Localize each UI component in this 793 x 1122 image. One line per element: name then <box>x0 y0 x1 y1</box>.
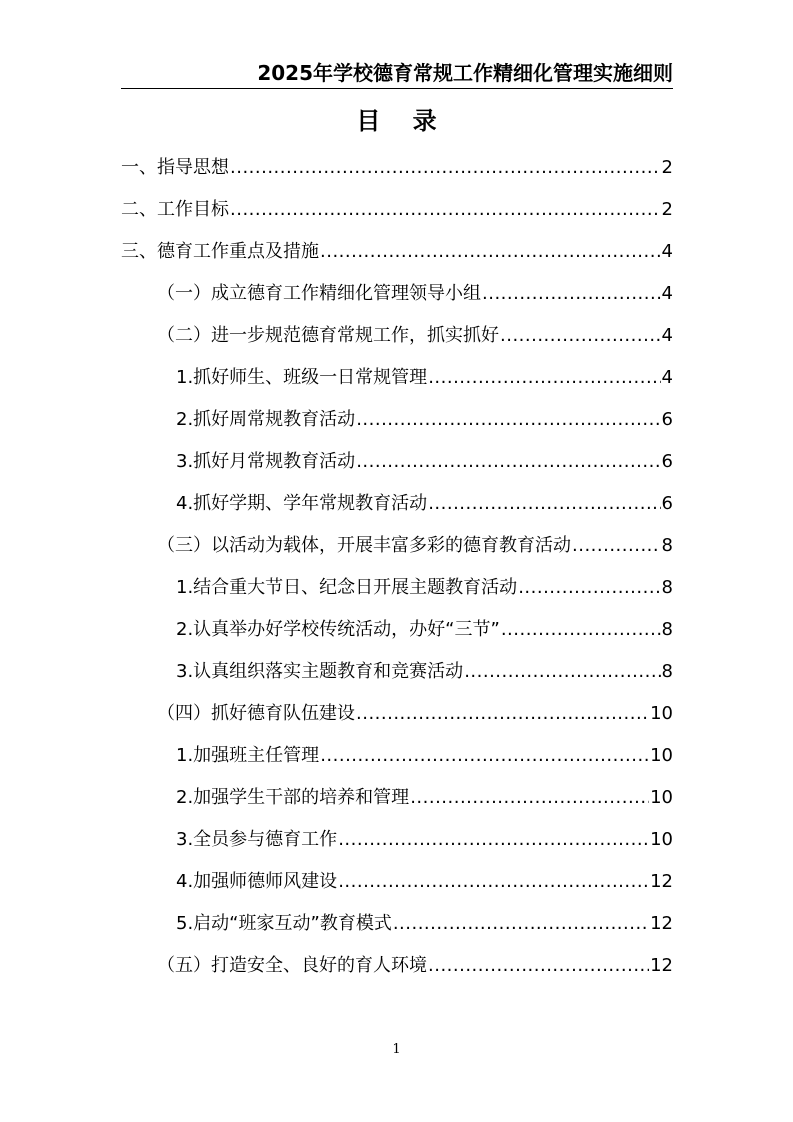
toc-entry-page: 10 <box>650 745 673 766</box>
toc-entry-guiding-ideology[interactable] <box>121 152 673 194</box>
toc-dot-leader <box>464 656 660 688</box>
toc-entry-label: 3.抓好月常规教育活动 <box>176 451 356 472</box>
toc-entry-page: 4 <box>661 241 673 262</box>
toc-entry-label: 2.抓好周常规教育活动 <box>176 409 356 430</box>
document-title: 2025年学校德育常规工作精细化管理实施细则 <box>257 61 673 85</box>
toc-dot-leader <box>428 950 649 982</box>
toc-entry-page: 10 <box>650 703 673 724</box>
toc-dot-leader <box>428 362 660 394</box>
toc-entry-label: 3.全员参与德育工作 <box>176 829 338 850</box>
toc-dot-leader <box>320 740 649 772</box>
toc-entry-label: 5.启动“班家互动”教育模式 <box>176 913 392 934</box>
toc-entry-label: 2.认真举办好学校传统活动，办好“三节” <box>176 619 500 640</box>
toc-entry-label: （四）抓好德育队伍建设 <box>157 703 355 724</box>
toc-entry-page: 4 <box>661 283 673 304</box>
toc-dot-leader <box>428 488 660 520</box>
toc-entry-label: （一）成立德育工作精细化管理领导小组 <box>157 283 481 304</box>
toc-entry-student-cadres[interactable] <box>121 782 673 824</box>
toc-entry-page: 6 <box>661 451 673 472</box>
toc-entry-head-teacher[interactable] <box>121 740 673 782</box>
toc-entry-label: 1.结合重大节日、纪念日开展主题教育活动 <box>176 577 518 598</box>
toc-entry-traditional-activities[interactable] <box>121 614 673 656</box>
toc-entry-label: 一、指导思想 <box>121 157 229 178</box>
toc-entry-page: 2 <box>661 199 673 220</box>
toc-entry-label: 4.加强师德师风建设 <box>176 871 338 892</box>
toc-entry-label: 1.抓好师生、班级一日常规管理 <box>176 367 428 388</box>
toc-dot-leader <box>356 404 660 436</box>
toc-entry-label: （五）打造安全、良好的育人环境 <box>157 955 427 976</box>
toc-entry-label: 三、德育工作重点及措施 <box>121 241 319 262</box>
toc-entry-page: 12 <box>650 913 673 934</box>
toc-dot-leader <box>338 824 649 856</box>
toc-dot-leader <box>572 530 661 562</box>
page-header <box>121 58 673 89</box>
toc-entry-theme-competitions[interactable] <box>121 656 673 698</box>
table-of-contents <box>121 152 673 992</box>
toc-entry-label: 4.抓好学期、学年常规教育活动 <box>176 493 428 514</box>
toc-entry-all-staff[interactable] <box>121 824 673 866</box>
toc-entry-page: 6 <box>661 493 673 514</box>
toc-entry-team-building[interactable] <box>121 698 673 740</box>
toc-entry-key-measures[interactable] <box>121 236 673 278</box>
page-number: 1 <box>392 1042 401 1057</box>
toc-entry-weekly-activities[interactable] <box>121 404 673 446</box>
toc-entry-label: （二）进一步规范德育常规工作，抓实抓好 <box>157 325 499 346</box>
toc-entry-label: 二、工作目标 <box>121 199 229 220</box>
toc-entry-safe-environment[interactable] <box>121 950 673 992</box>
toc-entry-semester-activities[interactable] <box>121 488 673 530</box>
toc-entry-daily-routine[interactable] <box>121 362 673 404</box>
toc-entry-page: 12 <box>650 955 673 976</box>
toc-entry-home-school[interactable] <box>121 908 673 950</box>
toc-entry-page: 8 <box>661 619 673 640</box>
toc-entry-teacher-ethics[interactable] <box>121 866 673 908</box>
toc-entry-leadership-group[interactable] <box>121 278 673 320</box>
toc-entry-page: 12 <box>650 871 673 892</box>
toc-entry-page: 6 <box>661 409 673 430</box>
toc-entry-page: 8 <box>661 661 673 682</box>
toc-entry-page: 10 <box>650 787 673 808</box>
toc-entry-page: 10 <box>650 829 673 850</box>
toc-entry-activities-carrier[interactable] <box>121 530 673 572</box>
toc-dot-leader <box>230 194 661 226</box>
toc-dot-leader <box>338 866 649 898</box>
toc-entry-page: 2 <box>661 157 673 178</box>
toc-entry-work-goals[interactable] <box>121 194 673 236</box>
toc-dot-leader <box>410 782 649 814</box>
toc-entry-page: 8 <box>661 577 673 598</box>
toc-dot-leader <box>230 152 661 184</box>
toc-entry-label: 1.加强班主任管理 <box>176 745 320 766</box>
toc-entry-page: 4 <box>661 325 673 346</box>
toc-dot-leader <box>320 236 661 268</box>
toc-dot-leader <box>500 320 661 352</box>
toc-entry-monthly-activities[interactable] <box>121 446 673 488</box>
toc-entry-page: 4 <box>661 367 673 388</box>
toc-entry-page: 8 <box>661 535 673 556</box>
toc-dot-leader <box>482 278 661 310</box>
toc-entry-standardize-routine[interactable] <box>121 320 673 362</box>
toc-dot-leader <box>393 908 649 940</box>
toc-heading: 目 录 <box>356 107 449 135</box>
toc-entry-label: 2.加强学生干部的培养和管理 <box>176 787 410 808</box>
toc-dot-leader <box>518 572 660 604</box>
toc-dot-leader <box>501 614 661 646</box>
toc-dot-leader <box>356 698 649 730</box>
toc-entry-label: 3.认真组织落实主题教育和竞赛活动 <box>176 661 464 682</box>
toc-entry-festival-themes[interactable] <box>121 572 673 614</box>
toc-dot-leader <box>356 446 660 478</box>
toc-entry-label: （三）以活动为载体，开展丰富多彩的德育教育活动 <box>157 535 571 556</box>
